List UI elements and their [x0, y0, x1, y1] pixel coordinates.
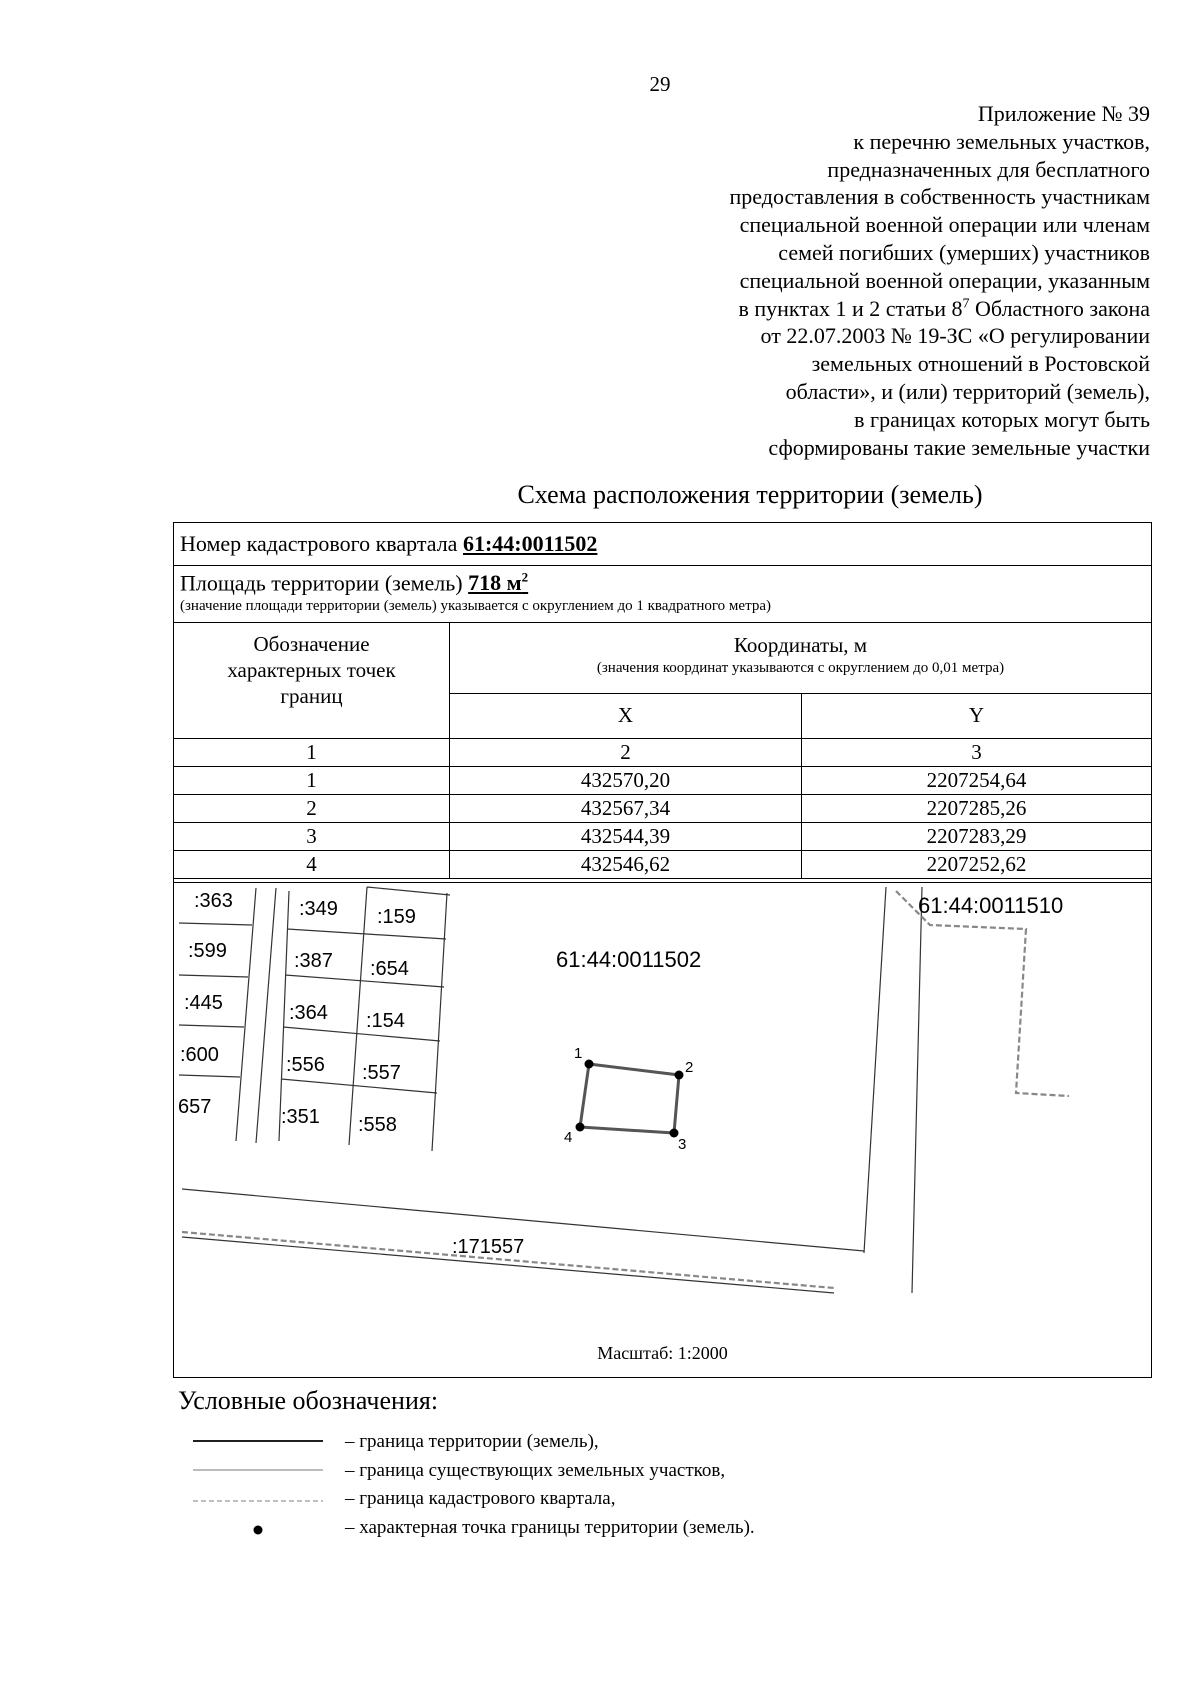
- appendix-line: от 22.07.2003 № 19-ЗС «О регулировании: [760, 323, 1150, 349]
- point-label: 1: [574, 1045, 583, 1062]
- x-cell: 432567,34: [450, 794, 802, 822]
- parcel-boundary: [349, 887, 367, 1145]
- parcel-boundary: [179, 923, 252, 925]
- parcel-boundary: [281, 1079, 437, 1093]
- parcel-boundary: [179, 975, 248, 977]
- legend: [185, 1428, 885, 1542]
- legend-title: Условные обозначения:: [178, 1386, 439, 1415]
- appendix-line: семей погибших (умерших) участников: [778, 239, 1150, 265]
- parcel-label: :558: [358, 1114, 397, 1136]
- quarter-boundary: [896, 891, 1069, 1096]
- boundary-point: [576, 1123, 585, 1132]
- appendix-line: [590, 295, 1150, 323]
- coords-note: (значения координат указываются с округлением до 0,01 метра): [596, 660, 1005, 676]
- parcel-boundary: [367, 887, 450, 895]
- scheme-frame: [173, 522, 1152, 1378]
- column-number: 1: [174, 738, 450, 766]
- parcel-boundary: [285, 975, 444, 987]
- neighbor-quarter-label: 61:44:0011510: [918, 893, 1064, 918]
- parcel-label: 657: [178, 1096, 212, 1118]
- boundary-points: [576, 1060, 684, 1138]
- parcel-label: :654: [370, 958, 409, 980]
- appendix-line-part: в пунктах 1 и 2 статьи 8: [738, 295, 963, 321]
- legend-item: [185, 1457, 885, 1486]
- parcel-boundary: [179, 1075, 240, 1077]
- parcel-label: :556: [286, 1054, 325, 1076]
- parcel-label: :159: [377, 906, 416, 928]
- parcel-label: :557: [362, 1062, 401, 1084]
- cadastral-label: Номер кадастрового квартала: [180, 531, 463, 556]
- parcel-boundary: [864, 887, 886, 1253]
- area-row: [174, 566, 1151, 623]
- legend-item: [185, 1514, 885, 1543]
- x-cell: 432546,62: [450, 850, 802, 878]
- cadastral-row: [174, 523, 1151, 566]
- characteristic-point-icon: [185, 1514, 330, 1542]
- parcel-boundary: [283, 1027, 440, 1041]
- area-line: [180, 570, 1151, 596]
- location-map: [174, 882, 1151, 1375]
- point-label: 4: [564, 1129, 573, 1146]
- points-header-line: Обозначение: [253, 632, 370, 656]
- column-number: 3: [802, 738, 1152, 766]
- legend-text: – характерная точка границы территории (земель).: [345, 1516, 755, 1538]
- area-note: (значение площади территории (земель) указывается с округлением до 1 квадратного метра): [180, 598, 771, 615]
- table-row: [174, 850, 1151, 878]
- parcel-boundary: [236, 888, 256, 1141]
- parcel-boundary: [256, 888, 276, 1143]
- appendix-line: в границах которых могут быть: [854, 406, 1150, 432]
- parcel-label: :363: [194, 890, 233, 912]
- legend-item: [185, 1428, 885, 1457]
- y-cell: 2207252,62: [802, 850, 1152, 878]
- parcel-label: :599: [188, 940, 227, 962]
- appendix-line: области», и (или) территорий (земель),: [785, 378, 1150, 404]
- boundary-point: [585, 1060, 594, 1069]
- parcel-boundary-line-icon: [185, 1457, 330, 1485]
- y-header: Y: [802, 693, 1152, 738]
- parcel-label: :364: [289, 1002, 328, 1024]
- parcel-boundary: [179, 1025, 244, 1027]
- appendix-header: [590, 100, 1150, 461]
- parcel-labels: [178, 890, 416, 1136]
- appendix-line: Приложение № 39: [977, 101, 1150, 126]
- y-cell: 2207283,29: [802, 822, 1152, 850]
- parcel-label: :387: [294, 950, 333, 972]
- area-unit-superscript: 2: [521, 570, 529, 585]
- coordinates-table: [174, 623, 1151, 879]
- point-cell: 3: [174, 822, 450, 850]
- territory-boundary-line-icon: [185, 1428, 330, 1456]
- map-scale: Масштаб: 1:2000: [597, 1343, 728, 1363]
- article-superscript: 7: [962, 296, 970, 312]
- legend-text: – граница существующих земельных участков,: [345, 1459, 726, 1481]
- quarter-boundary-line-icon: [185, 1485, 330, 1513]
- table-row: [174, 794, 1151, 822]
- point-cell: 4: [174, 850, 450, 878]
- point-cell: 2: [174, 794, 450, 822]
- table-row: [174, 766, 1151, 794]
- legend-item: [185, 1485, 885, 1514]
- parcel-label: :445: [184, 992, 223, 1014]
- coords-header-label: Координаты, м: [733, 633, 868, 657]
- appendix-line: к перечню земельных участков,: [853, 128, 1150, 154]
- appendix-line: сформированы такие земельные участки: [768, 434, 1150, 460]
- point-cell: 1: [174, 766, 450, 794]
- parcel-boundary: [432, 893, 447, 1151]
- table-row: [174, 822, 1151, 850]
- territory-polygon: [580, 1064, 679, 1133]
- point-label: 2: [685, 1059, 694, 1076]
- parcel-boundary: [287, 929, 446, 939]
- x-header: X: [450, 693, 802, 738]
- area-number: 718 м: [468, 570, 522, 596]
- quarter-label: 61:44:0011502: [556, 947, 702, 972]
- appendix-line: предоставления в собственность участникам: [729, 184, 1150, 210]
- x-cell: 432570,20: [450, 766, 802, 794]
- appendix-line: предназначенных для бесплатного: [827, 156, 1150, 182]
- points-header: [174, 623, 450, 738]
- points-header-line: характерных точек: [227, 658, 396, 682]
- parcel-label: :349: [299, 898, 338, 920]
- boundary-point: [675, 1071, 684, 1080]
- appendix-line: специальной военной операции, указанным: [739, 267, 1150, 293]
- column-number: 2: [450, 738, 802, 766]
- appendix-line-part: Областного закона: [969, 295, 1150, 321]
- page-number: 29: [649, 72, 671, 96]
- appendix-line: земельных отношений в Ростовской: [811, 351, 1150, 377]
- points-header-line: границ: [280, 684, 343, 708]
- cadastral-number: 61:44:0011502: [462, 531, 598, 556]
- x-cell: 432544,39: [450, 822, 802, 850]
- street-label: :171557: [452, 1236, 525, 1258]
- parcel-boundary: [912, 887, 922, 1293]
- parcel-boundaries: [179, 887, 922, 1293]
- area-value: [468, 570, 528, 595]
- parcel-label: :351: [281, 1106, 320, 1128]
- area-label: Площадь территории (земель): [180, 570, 469, 596]
- appendix-line: специальной военной операции или членам: [739, 212, 1150, 238]
- coords-header: [450, 623, 1152, 693]
- parcel-label: :600: [180, 1044, 219, 1066]
- y-cell: 2207285,26: [802, 794, 1152, 822]
- point-label: 3: [678, 1136, 687, 1153]
- parcel-label: :154: [366, 1010, 405, 1032]
- legend-text: – граница территории (земель),: [345, 1431, 599, 1452]
- y-cell: 2207254,64: [802, 766, 1152, 794]
- map-drawing: [174, 883, 1151, 1375]
- scheme-title: Схема расположения территории (земель): [517, 480, 983, 509]
- legend-text: – граница кадастрового квартала,: [345, 1488, 616, 1509]
